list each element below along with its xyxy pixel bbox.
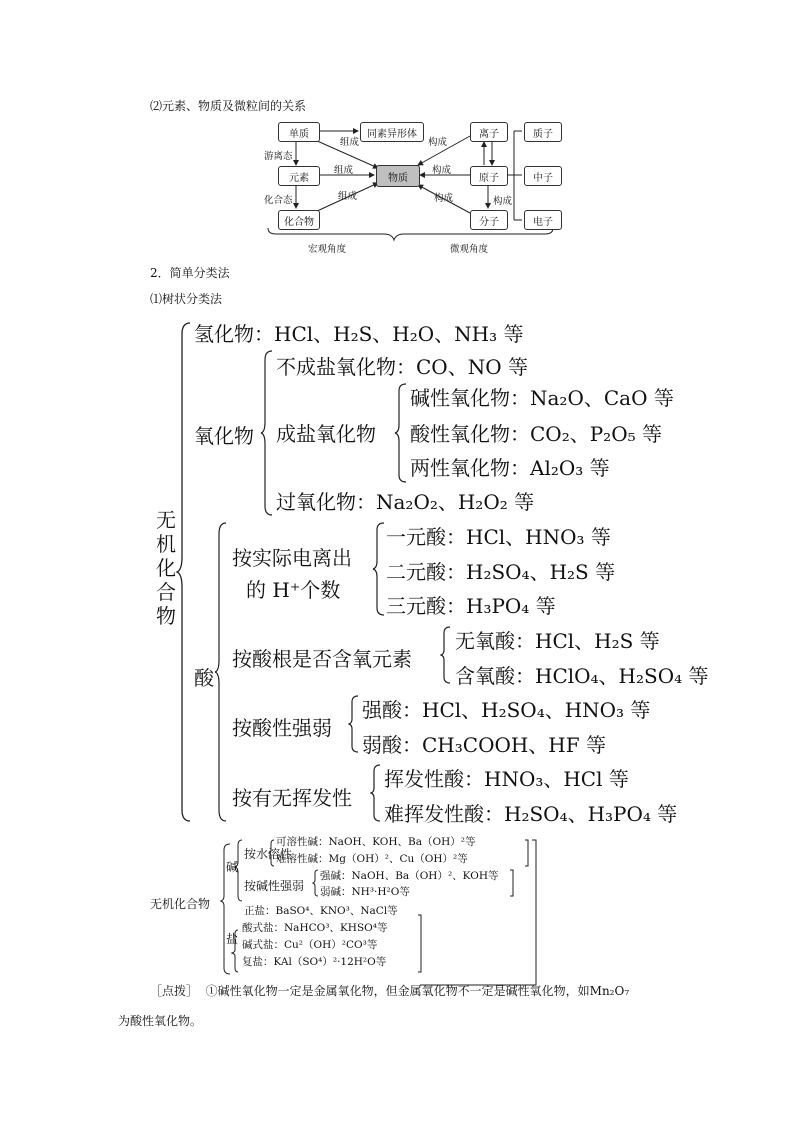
- tree-acid-hasoxy: 含氧酸：HClO₄、H₂SO₄ 等: [455, 664, 709, 688]
- tree-acid-anoxy: 无氧酸：HCl、H₂S 等: [455, 629, 660, 653]
- box-wuzhi: 物质: [376, 165, 420, 187]
- tree2-base-insoluble: 难溶性碱：Mg（OH）²、Cu（OH）²等: [276, 853, 468, 865]
- tree2-base-water: 按水溶性: [244, 847, 293, 861]
- tree2-root: 无机化合物: [150, 897, 211, 911]
- tree-acid-di: 二元酸：H₂SO₄、H₂S 等: [386, 560, 616, 584]
- tree-acid-strong: 强酸：HCl、H₂SO₄、HNO₃ 等: [362, 698, 651, 722]
- tree2-salt-normal: 正盐：BaSO⁴、KNO³、NaCl等: [244, 905, 398, 917]
- box-fenzi: 分子: [470, 210, 508, 230]
- box-zhongzi: 中子: [524, 166, 562, 186]
- tree2-salt: 盐: [226, 932, 239, 946]
- label-youlitai: 游离态: [264, 151, 293, 162]
- tree-hydride: 氢化物：HCl、H₂S、H₂O、NH₃ 等: [194, 322, 524, 346]
- label-goucheng-4: 构成: [493, 196, 513, 207]
- tree-oxide-amph: 两性氧化物：Al₂O₃ 等: [410, 456, 610, 480]
- box-danzhi: 单质: [278, 122, 320, 142]
- tree-oxide-acidic: 酸性氧化物：CO₂、P₂O₅ 等: [410, 422, 662, 446]
- tree-peroxide: 过氧化物：Na₂O₂、H₂O₂ 等: [276, 490, 535, 514]
- tree-acid-ionize-1: 按实际电离出: [232, 546, 352, 570]
- note-text-1: ①碱性氧化物一定是金属氧化物，但金属氧化物不一定是碱性氧化物，如Mn₂O₇: [205, 984, 630, 998]
- box-dianzi: 电子: [524, 210, 562, 230]
- note-prefix: ［点拨］: [150, 984, 199, 998]
- box-tongsu: 同素异形体: [360, 122, 424, 142]
- tree-acid: 酸: [194, 666, 214, 690]
- tree-acid-vol: 挥发性酸：HNO₃、HCl 等: [384, 767, 629, 791]
- note-line-1: [150, 982, 629, 999]
- tree-acid-ionize-2: 的 H⁺个数: [246, 578, 341, 602]
- box-yuansu: 元素: [278, 166, 320, 186]
- tree-acid-oxy: 按酸根是否含氧元素: [232, 647, 412, 671]
- box-huahewu: 化合物: [278, 210, 320, 230]
- tree-oxide-salt: 成盐氧化物: [276, 422, 376, 446]
- label-goucheng-1: 构成: [428, 137, 448, 148]
- tree-acid-strength: 按酸性强弱: [232, 716, 332, 740]
- label-zucheng-3: 组成: [338, 191, 358, 202]
- label-weiguan: 微观角度: [450, 244, 489, 255]
- tree-acid-volatile: 按有无挥发性: [232, 786, 352, 810]
- tree-oxide-basic: 碱性氧化物：Na₂O、CaO 等: [410, 386, 674, 410]
- label-zucheng-2: 组成: [334, 165, 354, 176]
- tree-acid-mono: 一元酸：HCl、HNO₃ 等: [386, 525, 611, 549]
- tree2-base-weak: 弱碱：NH³·H²O等: [320, 886, 410, 898]
- label-goucheng-2: 构成: [432, 165, 452, 176]
- tree2-salt-acid: 酸式盐：NaHCO³、KHSO⁴等: [242, 922, 388, 934]
- box-lizi: 离子: [470, 122, 508, 142]
- tree-acid-nonvol: 难挥发性酸：H₂SO₄、H₃PO₄ 等: [384, 802, 678, 826]
- label-hongguan: 宏观角度: [308, 244, 347, 255]
- tree-root: 无机化合物: [156, 508, 176, 628]
- tree2-base-soluble: 可溶性碱：NaOH、KOH、Ba（OH）²等: [276, 836, 476, 848]
- box-zhizi: 质子: [524, 122, 562, 142]
- section-title: ⑵元素、物质及微粒间的关系: [150, 99, 307, 113]
- heading-simple-classification: 2．简单分类法: [150, 266, 230, 280]
- label-zucheng-1: 组成: [340, 137, 360, 148]
- note-line-2: 为酸性氧化物。: [118, 1014, 203, 1028]
- tree2-base-strength: 按碱性强弱: [244, 879, 305, 893]
- tree-acid-tri: 三元酸：H₃PO₄ 等: [386, 594, 556, 618]
- box-yuanzi: 原子: [470, 166, 508, 186]
- tree2-base: 碱: [226, 860, 239, 874]
- tree2-salt-basic: 碱式盐：Cu²（OH）²CO³等: [242, 939, 378, 951]
- label-goucheng-3: 构成: [434, 193, 454, 204]
- tree2-salt-double: 复盐：KAl（SO⁴）²·12H²O等: [242, 956, 387, 968]
- tree-oxide-nonsalt: 不成盐氧化物：CO、NO 等: [276, 355, 528, 379]
- tree2-base-strong: 强碱：NaOH、Ba（OH）²、KOH等: [320, 870, 499, 882]
- label-huahetai: 化合态: [264, 195, 293, 206]
- tree-oxide: 氧化物: [194, 424, 254, 448]
- tree-acid-weak: 弱酸：CH₃COOH、HF 等: [362, 733, 606, 757]
- heading-tree-classification: ⑴树状分类法: [150, 292, 223, 306]
